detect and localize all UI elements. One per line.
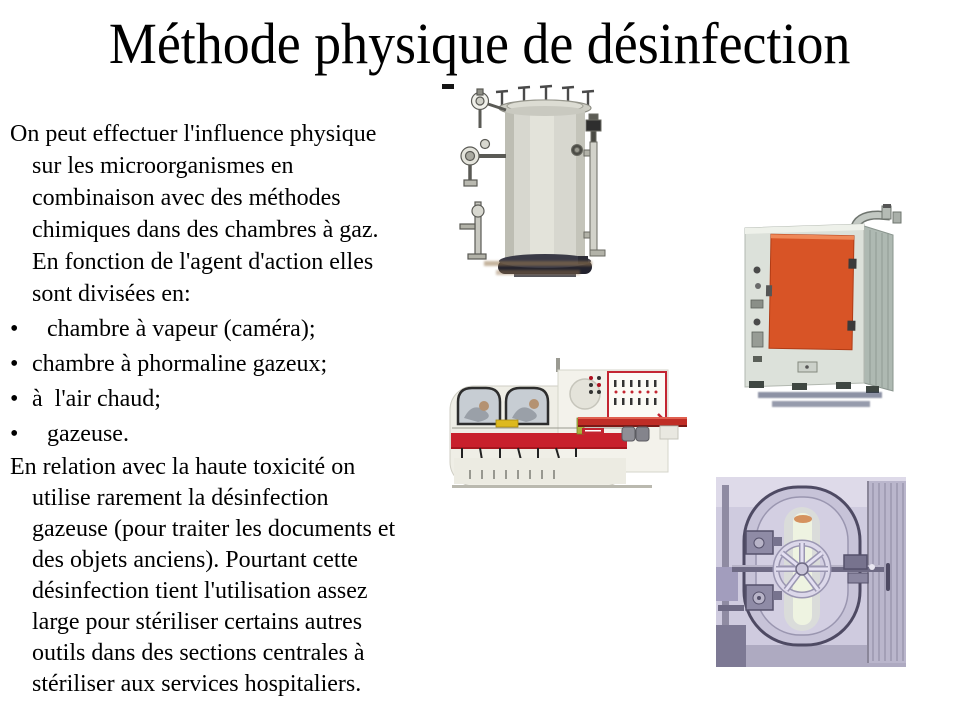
text-line: En relation avec la haute toxicité on xyxy=(10,454,356,480)
text-line: combinaison avec des méthodes xyxy=(32,185,341,211)
list-item-label: à l'air chaud; xyxy=(32,386,161,412)
steel-door-image xyxy=(716,477,906,667)
page-title-text: Méthode physique de désinfection xyxy=(109,11,851,76)
text-line: On peut effectuer l'influence physique xyxy=(10,121,377,147)
steam-sterilizer-image xyxy=(440,84,670,289)
list-item-label: chambre à vapeur (caméra); xyxy=(47,316,316,342)
text-line: gazeuse (pour traiter les documents et xyxy=(32,516,396,542)
left-gauges xyxy=(460,89,506,259)
text-line: outils dans des sections centrales à xyxy=(32,640,365,666)
list-item xyxy=(10,382,480,417)
list-item-label: chambre à phormaline gazeux; xyxy=(32,351,328,377)
text-line: chimiques dans des chambres à gaz. xyxy=(32,217,379,243)
text-line: utilise rarement la désinfection xyxy=(32,485,329,511)
control-panel xyxy=(608,372,666,420)
paragraph-toxicity xyxy=(10,452,480,700)
text-line: En fonction de l'agent d'action elles xyxy=(32,249,374,275)
list-item xyxy=(10,417,480,452)
yellow-label xyxy=(496,420,518,427)
text-line: sur les microorganismes en xyxy=(32,153,294,179)
photo-machine xyxy=(438,358,690,494)
tank-body xyxy=(505,106,585,272)
watermark-dash xyxy=(442,84,454,89)
body-text xyxy=(10,0,480,700)
text-line: stériliser aux services hospitaliers. xyxy=(32,671,362,697)
bullet-icon: • xyxy=(10,386,19,412)
orange-glow xyxy=(794,515,812,523)
bullet-icon: • xyxy=(10,421,19,447)
machine-base xyxy=(452,458,652,488)
photo-steel-door xyxy=(716,477,906,667)
bullet-icon: • xyxy=(10,351,19,377)
photo-steam-sterilizer xyxy=(440,84,670,289)
paragraph-intro xyxy=(10,118,480,310)
text-line: large pour stériliser certains autres xyxy=(32,609,363,635)
list-item-label: gazeuse. xyxy=(47,421,129,447)
list-item xyxy=(10,312,480,347)
machine-image xyxy=(438,358,690,494)
illegible-caption xyxy=(758,392,882,407)
door-handle xyxy=(886,563,890,591)
text-line: sont divisées en: xyxy=(32,281,191,307)
text-line: des objets anciens). Pourtant cette xyxy=(32,547,358,573)
chamber-image xyxy=(736,204,908,410)
bullet-icon: • xyxy=(10,316,19,342)
bullet-list xyxy=(10,312,480,452)
list-item xyxy=(10,347,480,382)
red-stripe xyxy=(451,433,627,447)
side-disc xyxy=(570,379,600,409)
photo-chamber xyxy=(736,204,908,410)
chamber-door xyxy=(765,234,857,350)
text-line: désinfection tient l'utilisation assez xyxy=(32,578,368,604)
